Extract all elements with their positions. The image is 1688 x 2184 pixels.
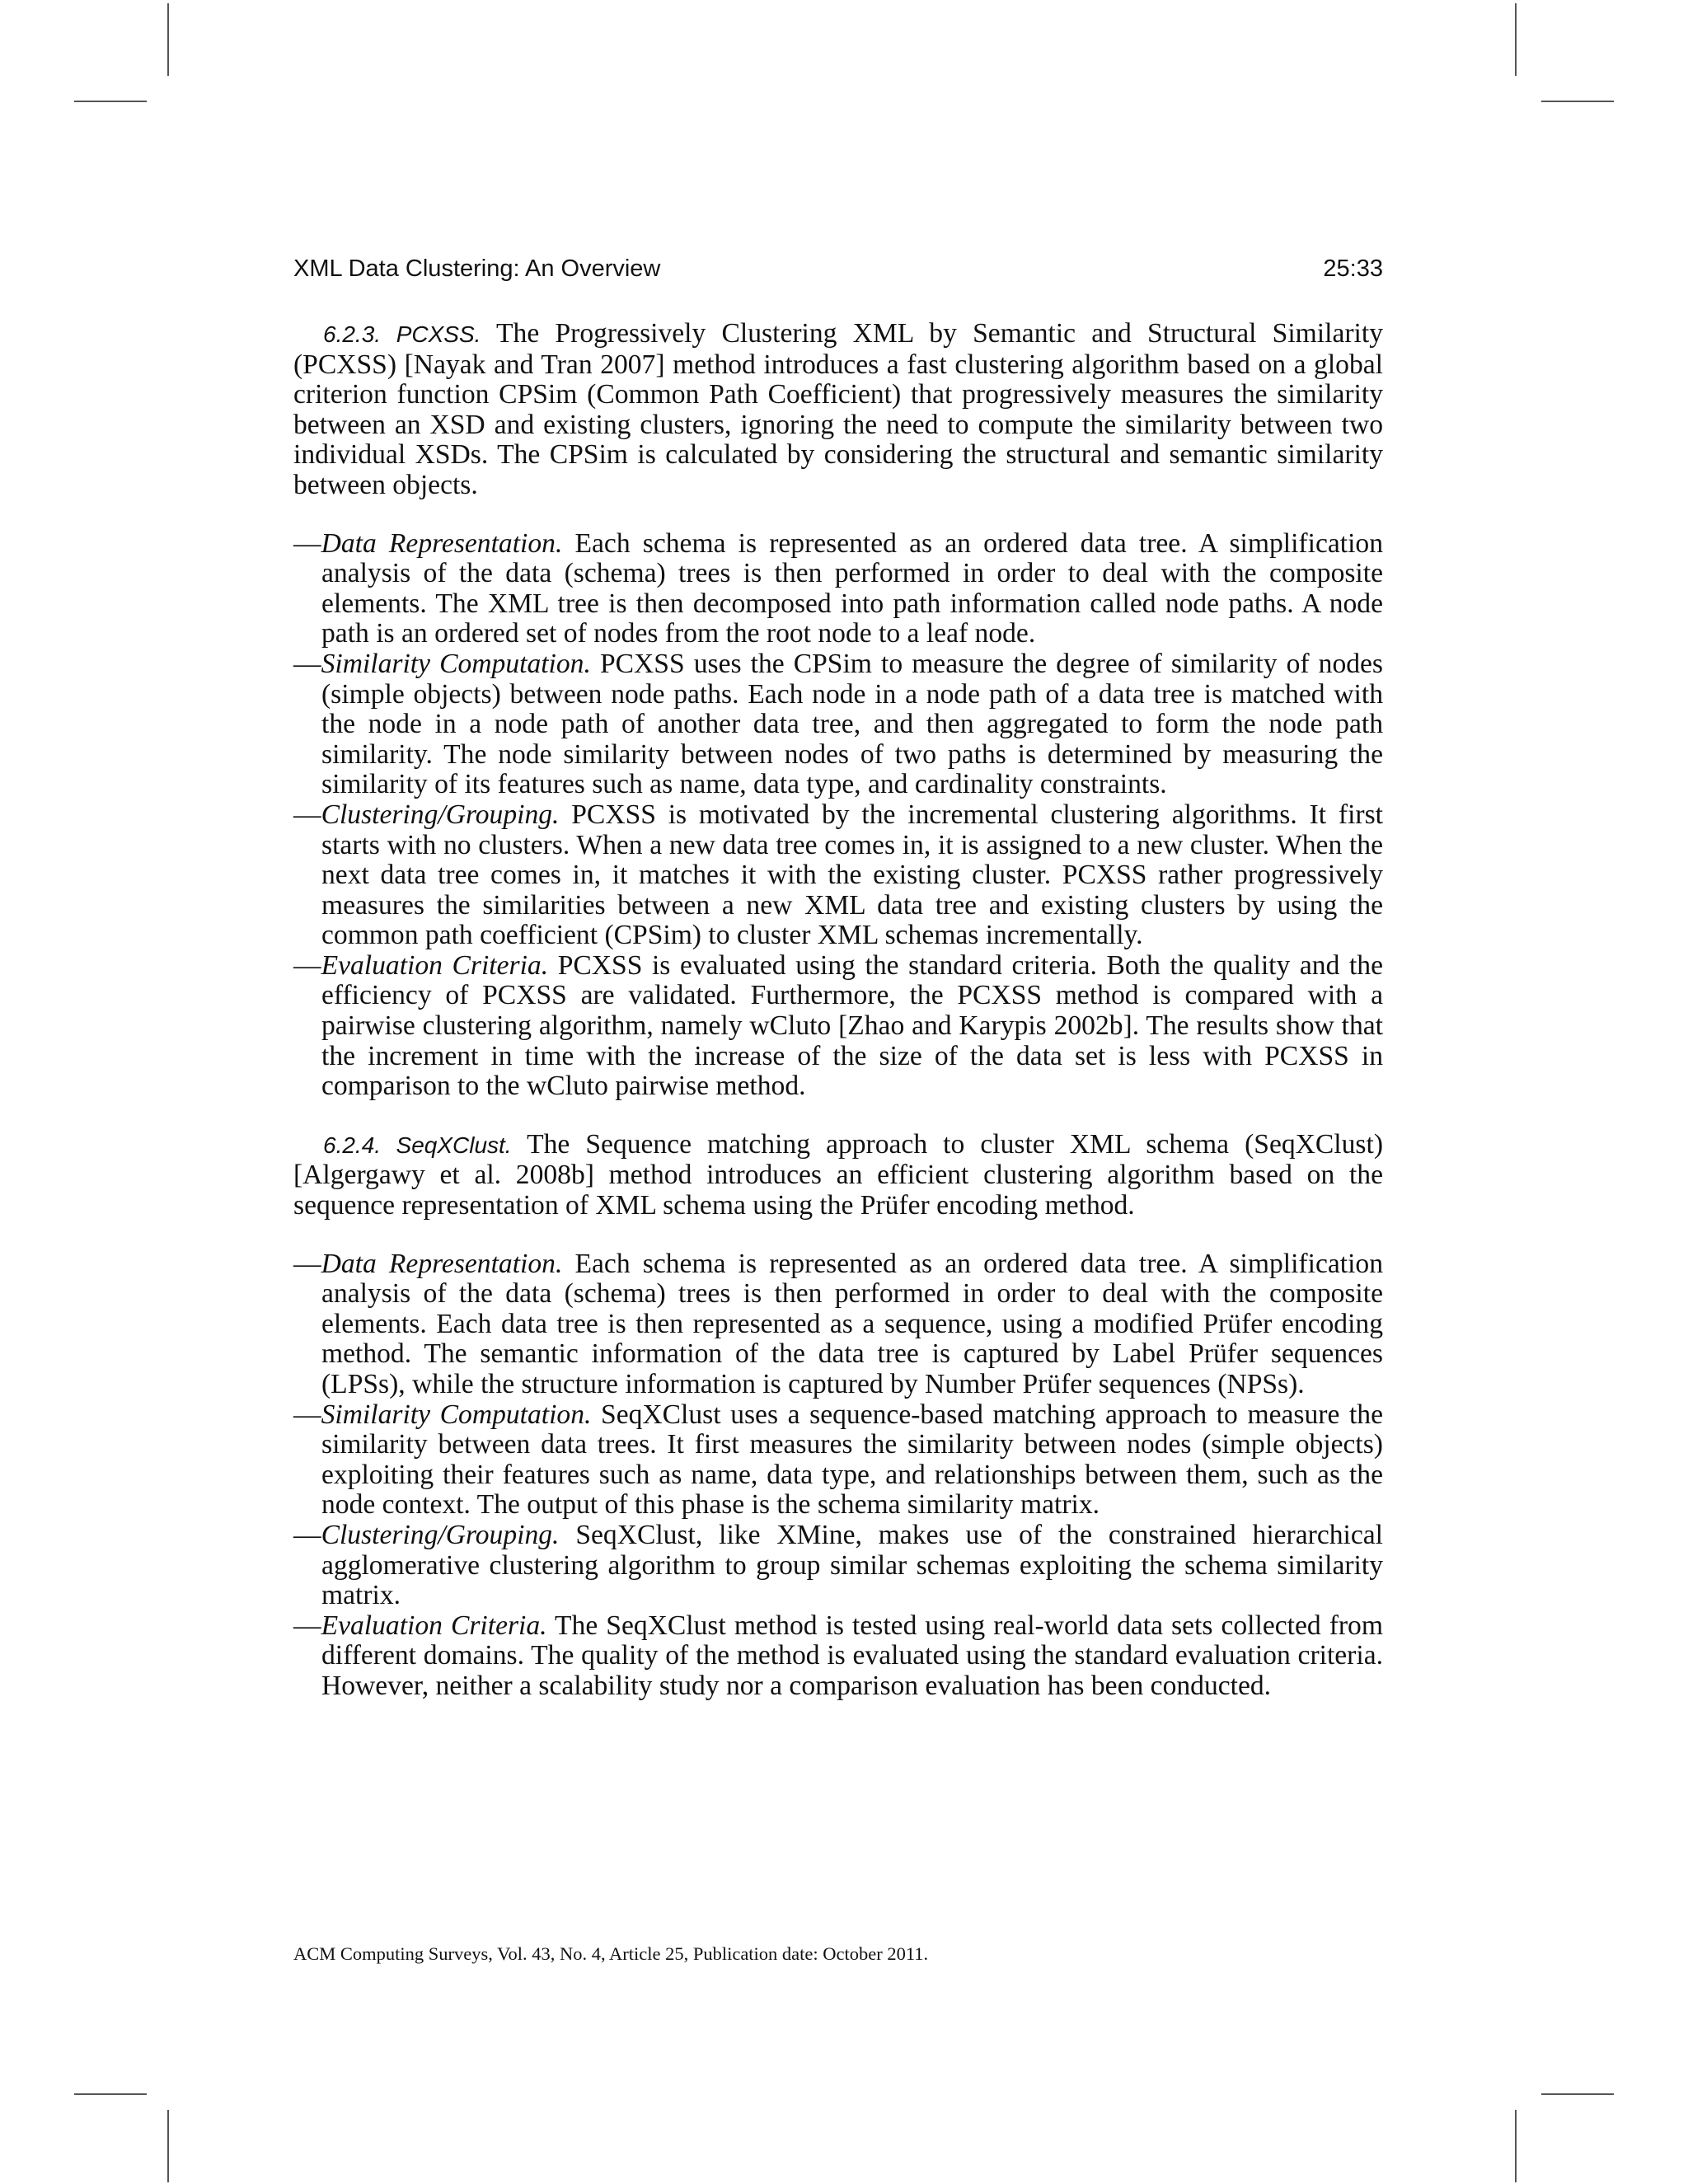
list-item-text: PCXSS is evaluated using the standard criteria. Both the quality and the efficiency of PCXSS are validated. Furthermore, the PCXSS method is compared with a pairwise clustering algorithm, namely wCluto [Zhao and Karypis 2002b]. The results show that the increment in time with the increase of the size of the data set is less with PCXSS in comparison to the wCluto pairwise method.	[321, 949, 1383, 1102]
journal-footer: ACM Computing Surveys, Vol. 43, No. 4, Article 25, Publication date: October 2011.	[293, 1943, 929, 1964]
crop-mark-bottom-left-vertical	[167, 2110, 169, 2182]
list-item: —Data Representation. Each schema is represented as an ordered data tree. A simplification analysis of the data (schema) trees is then performed in order to deal with the composite elements. Each data tree is then represented as a sequence, using a modified Prüfer encoding method. The semantic information of the data tree is captured by Label Prüfer sequences (LPSs), while the structure information is captured by Number Prüfer sequences (NPSs).	[293, 1248, 1383, 1399]
list-item-text: Each schema is represented as an ordered data tree. A simplification analysis of the data (schema) trees is then performed in order to deal with the composite elements. Each data tree is then represented as a sequence, using a modified Prüfer encoding method. The semantic information of the data tree is captured by Label Prüfer sequences (LPSs), while the structure information is captured by Number Prüfer sequences (NPSs).	[321, 1248, 1383, 1399]
list-item-lead: Evaluation Criteria.	[321, 949, 549, 981]
property-list	[293, 1249, 1383, 1702]
property-list	[293, 529, 1383, 1102]
section-pcxss	[293, 319, 1383, 1102]
list-item-text: The SeqXClust method is tested using real-world data sets collected from different domains. The quality of the method is evaluated using the standard evaluation criteria. However, neither a scalability study nor a comparison evaluation has been conducted.	[321, 1610, 1383, 1701]
list-item: —Data Representation. Each schema is represented as an ordered data tree. A simplification analysis of the data (schema) trees is then performed in order to deal with the composite elements. The XML tree is then decomposed into path information called node paths. A node path is an ordered set of nodes from the root node to a leaf node.	[293, 527, 1383, 649]
list-item: —Clustering/Grouping. PCXSS is motivated by the incremental clustering algorithms. It first starts with no clusters. When a new data tree comes in, it is assigned to a new cluster. When the next data tree comes in, it matches it with the existing cluster. PCXSS rather progressively measures the similarities between a new XML data tree and existing clusters by using the common path coefficient (CPSim) to cluster XML schemas incrementally.	[293, 799, 1383, 951]
crop-mark-top-right-horizontal	[1541, 101, 1614, 102]
list-item-lead: Data Representation.	[321, 1248, 563, 1279]
crop-mark-bottom-right-vertical	[1515, 2110, 1517, 2182]
list-item-lead: Similarity Computation.	[321, 1399, 592, 1430]
list-item-lead: Similarity Computation.	[321, 648, 591, 679]
crop-mark-bottom-right-horizontal	[1541, 2093, 1614, 2095]
section-heading: 6.2.3. PCXSS.	[323, 321, 481, 347]
list-item: —Evaluation Criteria. The SeqXClust method is tested using real-world data sets collected from different domains. The quality of the method is evaluated using the standard evaluation criteria. However, neither a scalability study nor a comparison evaluation has been conducted.	[293, 1610, 1383, 1701]
crop-mark-bottom-left-horizontal	[74, 2093, 147, 2095]
list-item-text: PCXSS uses the CPSim to measure the degree of similarity of nodes (simple objects) between node paths. Each node in a node path of a data tree is matched with the node in a node path of another data tree, and then aggregated to form the node path similarity. The node similarity between nodes of two paths is determined by measuring the similarity of its features such as name, data type, and cardinality constraints.	[321, 648, 1384, 800]
running-title: XML Data Clustering: An Overview	[293, 255, 661, 282]
list-item-lead: Evaluation Criteria.	[321, 1610, 547, 1641]
list-item-text: PCXSS is motivated by the incremental clustering algorithms. It first starts with no clusters. When a new data tree comes in, it is assigned to a new cluster. When the next data tree comes in, it matches it with the existing cluster. PCXSS rather progressively measures the similarities between a new XML data tree and existing clusters by using the common path coefficient (CPSim) to cluster XML schemas incrementally.	[321, 799, 1383, 951]
list-item-text: SeqXClust, like XMine, makes use of the constrained hierarchical agglomerative clustering algorithm to group similar schemas exploiting the schema similarity matrix.	[321, 1519, 1383, 1611]
article-body	[293, 319, 1383, 1730]
list-item-lead: Clustering/Grouping.	[321, 1519, 560, 1550]
list-item-lead: Clustering/Grouping.	[321, 799, 560, 830]
section-intro-text: The Progressively Clustering XML by Semantic and Structural Similarity (PCXSS) [Nayak and Tran 2007] method introduces a fast clustering algorithm based on a global criterion function CPSim (Common Path Coefficient) that progressively measures the similarity between an XSD and existing clusters, ignoring the need to compute the similarity between two individual XSDs. The CPSim is calculated by considering the structural and semantic similarity between objects.	[293, 318, 1383, 500]
list-item: —Evaluation Criteria. PCXSS is evaluated using the standard criteria. Both the quality and the efficiency of PCXSS are validated. Furthermore, the PCXSS method is compared with a pairwise clustering algorithm, namely wCluto [Zhao and Karypis 2002b]. The results show that the increment in time with the increase of the size of the data set is less with PCXSS in comparison to the wCluto pairwise method.	[293, 949, 1383, 1102]
list-item: —Clustering/Grouping. SeqXClust, like XMine, makes use of the constrained hierarchical agglomerative clustering algorithm to group similar schemas exploiting the schema similarity matrix.	[293, 1519, 1383, 1611]
list-item-lead: Data Representation.	[321, 527, 563, 559]
running-header	[293, 252, 1383, 285]
page-number: 25:33	[1323, 255, 1383, 282]
section-intro-paragraph	[293, 319, 1383, 501]
crop-mark-top-right-vertical	[1515, 3, 1517, 76]
crop-mark-top-left-vertical	[167, 3, 169, 76]
list-item-text: Each schema is represented as an ordered data tree. A simplification analysis of the data (schema) trees is then performed in order to deal with the composite elements. The XML tree is then decomposed into path information called node paths. A node path is an ordered set of nodes from the root node to a leaf node.	[321, 527, 1383, 649]
list-item: —Similarity Computation. SeqXClust uses a sequence-based matching approach to measure the similarity between data trees. It first measures the similarity between nodes (simple objects) exploiting their features such as name, data type, and relationships between them, such as the node context. The output of this phase is the schema similarity matrix.	[293, 1399, 1383, 1521]
list-item-text: SeqXClust uses a sequence-based matching approach to measure the similarity between data trees. It first measures the similarity between nodes (simple objects) exploiting their features such as name, data type, and relationships between them, such as the node context. The output of this phase is the schema similarity matrix.	[321, 1399, 1383, 1521]
section-intro-paragraph	[293, 1130, 1383, 1221]
section-heading: 6.2.4. SeqXClust.	[323, 1132, 512, 1158]
section-intro-text: The Sequence matching approach to cluster XML schema (SeqXClust) [Algergawy et al. 2008b] method introduces an efficient clustering algorithm based on the sequence representation of XML schema using the Prüfer encoding method.	[293, 1128, 1383, 1221]
list-item: —Similarity Computation. PCXSS uses the CPSim to measure the degree of similarity of nodes (simple objects) between node paths. Each node in a node path of a data tree is matched with the node in a node path of another data tree, and then aggregated to form the node path similarity. The node similarity between nodes of two paths is determined by measuring the similarity of its features such as name, data type, and cardinality constraints.	[293, 648, 1384, 800]
crop-mark-top-left-horizontal	[74, 101, 147, 102]
section-seqxclust	[293, 1130, 1383, 1702]
